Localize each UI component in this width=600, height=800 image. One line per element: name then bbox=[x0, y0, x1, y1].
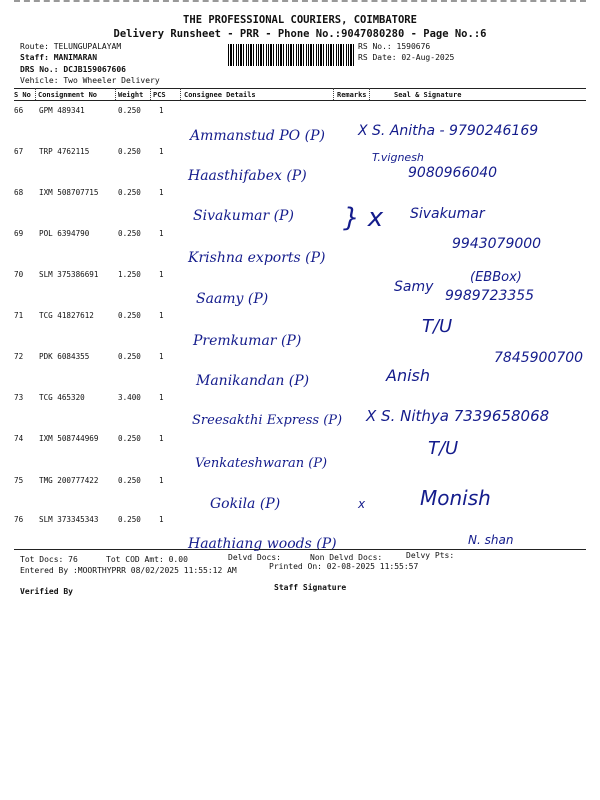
delivered-docs: Delvd Docs: bbox=[228, 553, 281, 562]
row-consignee: Manikandan (P) bbox=[196, 373, 310, 389]
barcode bbox=[228, 44, 354, 66]
signature-72: Anish bbox=[386, 366, 431, 385]
row-weight: 0.250 bbox=[118, 188, 141, 197]
col-divider bbox=[115, 88, 116, 100]
x-mark-75: x bbox=[358, 497, 366, 511]
col-divider bbox=[180, 88, 181, 100]
row-sno: 72 bbox=[14, 352, 24, 361]
page-title: THE PROFESSIONAL COURIERS, COIMBATORE bbox=[183, 14, 417, 26]
route-label: Route: TELUNGUPALAYAM bbox=[20, 42, 122, 51]
signature-74: T/U bbox=[428, 438, 459, 459]
row-cno: SLM 373345343 bbox=[39, 515, 99, 524]
col-divider bbox=[333, 88, 334, 100]
row-sno: 66 bbox=[14, 106, 24, 115]
col-sno: S No bbox=[14, 91, 31, 99]
row-pcs: 1 bbox=[159, 106, 164, 115]
row-sno: 70 bbox=[14, 270, 24, 279]
col-divider bbox=[150, 88, 151, 100]
row-cno: IXM 508707715 bbox=[39, 188, 99, 197]
row-sno: 69 bbox=[14, 229, 24, 238]
signature-68: Sivakumar bbox=[410, 206, 485, 222]
row-consignee: Saamy (P) bbox=[196, 291, 269, 307]
row-consignee: Haathiang woods (P) bbox=[188, 536, 337, 552]
row-cno: PDK 6084355 bbox=[39, 352, 90, 361]
row-consignee: Venkateshwaran (P) bbox=[195, 456, 328, 471]
signature-70-name: Samy bbox=[394, 279, 434, 295]
row-pcs: 1 bbox=[159, 147, 164, 156]
row-weight: 0.250 bbox=[118, 515, 141, 524]
row-consignee: Ammanstud PO (P) bbox=[190, 128, 325, 144]
row-weight: 0.250 bbox=[118, 476, 141, 485]
row-weight: 0.250 bbox=[118, 434, 141, 443]
row-cno: IXM 508744969 bbox=[39, 434, 99, 443]
row-consignee: Sivakumar (P) bbox=[193, 208, 294, 224]
entered-by: Entered By :MOORTHYPRR 08/02/2025 11:55:12 AM bbox=[20, 566, 237, 575]
signature-71: T/U bbox=[422, 316, 453, 337]
table-header-rule bbox=[14, 100, 586, 101]
row-sno: 74 bbox=[14, 434, 24, 443]
row-cno: TMG 200777422 bbox=[39, 476, 99, 485]
row-pcs: 1 bbox=[159, 476, 164, 485]
col-consignment: Consignment No bbox=[38, 91, 98, 99]
verified-by: Verified By bbox=[20, 587, 73, 596]
row-cno: GPM 489341 bbox=[39, 106, 85, 115]
row-consignee: Krishna exports (P) bbox=[188, 250, 326, 266]
table-bottom-rule bbox=[14, 549, 586, 550]
signature-72-phone: 7845900700 bbox=[494, 350, 584, 366]
row-pcs: 1 bbox=[159, 188, 164, 197]
row-consignee: Premkumar (P) bbox=[193, 333, 302, 349]
row-pcs: 1 bbox=[159, 434, 164, 443]
signature-67-name: T.vignesh bbox=[372, 151, 424, 164]
row-pcs: 1 bbox=[159, 393, 164, 402]
row-weight: 0.250 bbox=[118, 311, 141, 320]
printed-on: Printed On: 02-08-2025 11:55:57 bbox=[269, 562, 419, 571]
row-sno: 71 bbox=[14, 311, 24, 320]
col-divider bbox=[35, 88, 36, 100]
row-weight: 0.250 bbox=[118, 106, 141, 115]
row-cno: TCG 465320 bbox=[39, 393, 85, 402]
row-cno: TRP 4762115 bbox=[39, 147, 90, 156]
top-edge-marks bbox=[14, 0, 586, 6]
row-sno: 73 bbox=[14, 393, 24, 402]
delivery-points: Delvy Pts: bbox=[406, 551, 455, 560]
row-pcs: 1 bbox=[159, 515, 164, 524]
vehicle-label: Vehicle: Two Wheeler Delivery bbox=[20, 76, 160, 85]
drs-label: DRS No.: DCJB159067606 bbox=[20, 65, 126, 74]
row-weight: 0.250 bbox=[118, 352, 141, 361]
row-consignee: Gokila (P) bbox=[210, 496, 281, 512]
col-pcs: PCS bbox=[153, 91, 166, 99]
row-pcs: 1 bbox=[159, 229, 164, 238]
signature-67-phone: 9080966040 bbox=[408, 165, 498, 181]
row-consignee: Sreesakthi Express (P) bbox=[192, 413, 343, 428]
total-docs: Tot Docs: 76 bbox=[20, 555, 78, 564]
total-cod-amount: Tot COD Amt: 0.00 bbox=[106, 555, 188, 564]
row-cno: TCG 41827612 bbox=[39, 311, 94, 320]
col-seal: Seal & Signature bbox=[394, 91, 462, 99]
rs-date: RS Date: 02-Aug-2025 bbox=[358, 53, 455, 62]
col-consignee: Consignee Details bbox=[184, 91, 256, 99]
row-sno: 76 bbox=[14, 515, 24, 524]
signature-75: Monish bbox=[420, 486, 491, 510]
row-consignee: Haasthifabex (P) bbox=[188, 168, 307, 184]
rs-number: RS No.: 1590676 bbox=[358, 42, 431, 51]
signature-73: X S. Nithya 7339658068 bbox=[366, 407, 550, 425]
row-weight: 1.250 bbox=[118, 270, 141, 279]
signature-66: X S. Anitha - 9790246169 bbox=[358, 123, 539, 139]
row-pcs: 1 bbox=[159, 311, 164, 320]
page-subtitle: Delivery Runsheet - PRR - Phone No.:9047080280 - Page No.:6 bbox=[113, 28, 487, 40]
row-weight: 3.400 bbox=[118, 393, 141, 402]
row-sno: 67 bbox=[14, 147, 24, 156]
row-sno: 75 bbox=[14, 476, 24, 485]
signature-76: N. shan bbox=[468, 533, 514, 547]
col-remarks: Remarks bbox=[337, 91, 367, 99]
staff-signature: Staff Signature bbox=[274, 583, 347, 592]
table-top-rule bbox=[14, 88, 586, 89]
col-weight: Weight bbox=[118, 91, 144, 99]
row-pcs: 1 bbox=[159, 270, 164, 279]
signature-69: 9943079000 bbox=[452, 236, 542, 252]
staff-label: Staff: MANIMARAN bbox=[20, 53, 98, 62]
non-delivered-docs: Non Delvd Docs: bbox=[310, 553, 383, 562]
row-weight: 0.250 bbox=[118, 147, 141, 156]
row-cno: SLM 375386691 bbox=[39, 270, 99, 279]
signature-70-phone: 9989723355 bbox=[445, 288, 535, 304]
row-cno: POL 6394790 bbox=[39, 229, 90, 238]
col-divider bbox=[369, 88, 370, 100]
row-pcs: 1 bbox=[159, 352, 164, 361]
row-sno: 68 bbox=[14, 188, 24, 197]
brace-mark: } x bbox=[343, 203, 384, 233]
signature-70-note: (EBBox) bbox=[470, 270, 522, 285]
row-weight: 0.250 bbox=[118, 229, 141, 238]
